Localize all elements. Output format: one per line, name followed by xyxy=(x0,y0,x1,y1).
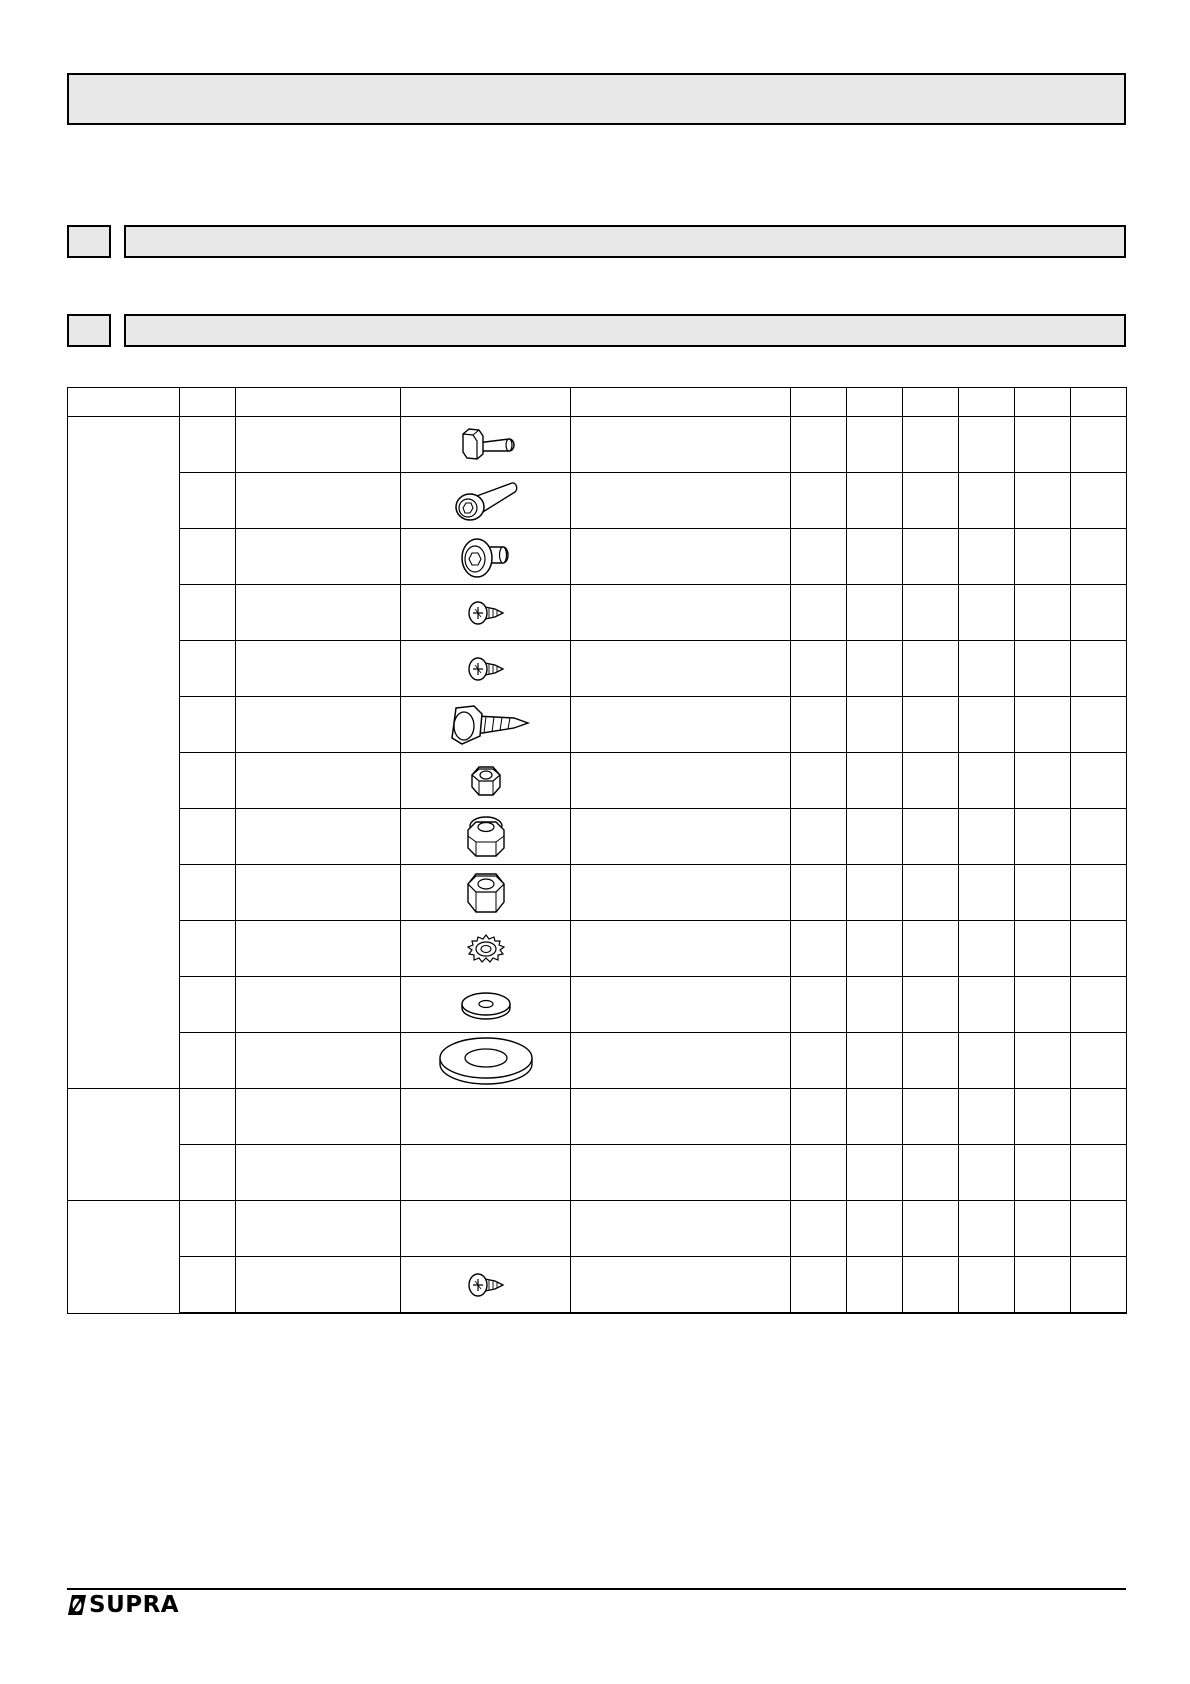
table-row xyxy=(68,641,1127,697)
table-cell xyxy=(847,529,903,585)
table-cell xyxy=(571,1145,791,1201)
subsection-title-bar xyxy=(124,314,1126,347)
table-cell xyxy=(847,865,903,921)
table-cell xyxy=(1071,1257,1127,1314)
table-cell xyxy=(180,1145,236,1201)
table-cell xyxy=(1071,865,1127,921)
table-cell xyxy=(1015,1145,1071,1201)
table-cell xyxy=(903,1145,959,1201)
table-cell xyxy=(571,1033,791,1089)
table-cell xyxy=(959,865,1015,921)
table-cell xyxy=(1015,1033,1071,1089)
table-cell xyxy=(1015,473,1071,529)
table-cell xyxy=(791,697,847,753)
table-row xyxy=(68,921,1127,977)
table-row xyxy=(68,1089,1127,1145)
table-cell xyxy=(791,529,847,585)
table-cell xyxy=(791,585,847,641)
table-cell xyxy=(180,585,236,641)
section-number-box xyxy=(67,225,111,258)
table-cell xyxy=(180,641,236,697)
table-cell xyxy=(959,809,1015,865)
table-cell xyxy=(1015,921,1071,977)
table-cell xyxy=(1015,977,1071,1033)
hex-head-lag-screw-icon xyxy=(401,700,570,750)
table-cell xyxy=(959,921,1015,977)
table-cell xyxy=(1071,921,1127,977)
table-cell xyxy=(1015,865,1071,921)
table-cell xyxy=(791,1089,847,1145)
flat-washer-icon xyxy=(401,986,570,1024)
part-image-cell xyxy=(401,697,571,753)
table-cell xyxy=(236,1145,401,1201)
table-cell xyxy=(903,921,959,977)
table-cell xyxy=(959,1089,1015,1145)
table-cell xyxy=(903,473,959,529)
table-cell xyxy=(571,921,791,977)
page-title-bar xyxy=(67,73,1126,125)
table-cell xyxy=(236,641,401,697)
table-cell xyxy=(180,1201,236,1257)
table-cell xyxy=(903,697,959,753)
table-cell xyxy=(180,977,236,1033)
table-cell xyxy=(959,585,1015,641)
serrated-lock-washer-icon xyxy=(401,929,570,969)
brand-name: SUPRA xyxy=(89,1592,180,1618)
pan-head-self-tapping-screw-icon xyxy=(401,1267,570,1303)
table-cell xyxy=(791,865,847,921)
table-cell xyxy=(847,809,903,865)
table-cell xyxy=(903,809,959,865)
table-cell xyxy=(903,1257,959,1314)
table-header-cell xyxy=(847,388,903,417)
table-cell xyxy=(903,585,959,641)
table-cell xyxy=(1015,697,1071,753)
table-cell xyxy=(1071,809,1127,865)
table-cell xyxy=(236,1201,401,1257)
table-cell xyxy=(1071,1201,1127,1257)
table-cell xyxy=(236,529,401,585)
table-cell xyxy=(571,585,791,641)
table-cell xyxy=(571,865,791,921)
table-cell xyxy=(236,921,401,977)
table-cell xyxy=(180,697,236,753)
table-cell xyxy=(236,809,401,865)
table-cell xyxy=(571,977,791,1033)
group-cell xyxy=(68,1089,180,1201)
small-hex-nut-icon xyxy=(401,759,570,803)
pan-head-self-tapping-screw-icon xyxy=(401,595,570,631)
table-header-cell xyxy=(903,388,959,417)
table-cell xyxy=(847,1145,903,1201)
table-cell xyxy=(847,977,903,1033)
table-cell xyxy=(236,585,401,641)
table-cell xyxy=(903,641,959,697)
table-cell xyxy=(791,641,847,697)
table-cell xyxy=(571,753,791,809)
table-row xyxy=(68,1257,1127,1314)
table-row xyxy=(68,585,1127,641)
table-cell xyxy=(847,753,903,809)
table-cell xyxy=(180,921,236,977)
table-cell xyxy=(1071,529,1127,585)
table-cell xyxy=(791,977,847,1033)
table-cell xyxy=(180,809,236,865)
table-cell xyxy=(571,1201,791,1257)
table-cell xyxy=(236,697,401,753)
table-cell xyxy=(847,1033,903,1089)
table-cell xyxy=(236,977,401,1033)
table-cell xyxy=(791,1033,847,1089)
table-cell xyxy=(236,473,401,529)
table-cell xyxy=(180,1033,236,1089)
table-row xyxy=(68,473,1127,529)
part-image-cell xyxy=(401,473,571,529)
part-image-cell xyxy=(401,753,571,809)
table-cell xyxy=(903,1033,959,1089)
table-row xyxy=(68,1033,1127,1089)
table-header-cell xyxy=(791,388,847,417)
table-cell xyxy=(959,1257,1015,1314)
table-header-cell xyxy=(959,388,1015,417)
table-cell xyxy=(1015,1257,1071,1314)
table-cell xyxy=(847,1257,903,1314)
part-image-cell xyxy=(401,585,571,641)
part-image-cell xyxy=(401,1145,571,1201)
table-cell xyxy=(959,529,1015,585)
table-cell xyxy=(959,1145,1015,1201)
table-row xyxy=(68,809,1127,865)
table-cell xyxy=(1071,1033,1127,1089)
supra-mark-icon xyxy=(67,1594,87,1616)
table-header-cell xyxy=(401,388,571,417)
table-cell xyxy=(791,1201,847,1257)
table-cell xyxy=(847,1089,903,1145)
table-cell xyxy=(1071,417,1127,473)
table-cell xyxy=(571,809,791,865)
table-cell xyxy=(959,697,1015,753)
table-cell xyxy=(1015,753,1071,809)
table-cell xyxy=(959,1033,1015,1089)
table-cell xyxy=(236,1089,401,1145)
footer-rule xyxy=(67,1588,1126,1590)
table-cell xyxy=(847,473,903,529)
table-header-cell xyxy=(1071,388,1127,417)
table-cell xyxy=(571,641,791,697)
table-cell xyxy=(1015,809,1071,865)
table-cell xyxy=(903,1201,959,1257)
table-cell xyxy=(236,417,401,473)
table-cell xyxy=(903,865,959,921)
part-image-cell xyxy=(401,1033,571,1089)
table-cell xyxy=(959,1201,1015,1257)
table-cell xyxy=(571,1089,791,1145)
nylon-lock-nut-icon xyxy=(401,812,570,862)
group-cell xyxy=(68,417,180,1089)
table-cell xyxy=(903,753,959,809)
part-image-cell xyxy=(401,865,571,921)
table-header-cell xyxy=(180,388,236,417)
table-row xyxy=(68,865,1127,921)
table-cell xyxy=(236,1033,401,1089)
part-image-cell xyxy=(401,417,571,473)
table-row xyxy=(68,417,1127,473)
table-header-cell xyxy=(571,388,791,417)
large-flat-washer-icon xyxy=(401,1034,570,1088)
table-cell xyxy=(903,417,959,473)
table-cell xyxy=(791,753,847,809)
table-cell xyxy=(791,1145,847,1201)
table-cell xyxy=(236,1257,401,1314)
table-cell xyxy=(571,529,791,585)
part-image-cell xyxy=(401,1201,571,1257)
table-row xyxy=(68,977,1127,1033)
table-cell xyxy=(847,585,903,641)
table-cell xyxy=(180,417,236,473)
table-cell xyxy=(1071,753,1127,809)
table-cell xyxy=(903,529,959,585)
socket-cap-screw-icon xyxy=(401,475,570,527)
hex-head-bolt-icon xyxy=(401,422,570,468)
table-cell xyxy=(847,1201,903,1257)
table-cell xyxy=(959,641,1015,697)
table-cell xyxy=(791,1257,847,1314)
hardware-parts-table xyxy=(67,387,1127,1314)
table-cell xyxy=(1015,585,1071,641)
table-cell xyxy=(180,1089,236,1145)
table-cell xyxy=(1071,585,1127,641)
part-image-cell xyxy=(401,1089,571,1145)
table-cell xyxy=(791,473,847,529)
table-cell xyxy=(180,473,236,529)
table-cell xyxy=(236,865,401,921)
table-cell xyxy=(1071,641,1127,697)
short-socket-cap-screw-icon xyxy=(401,531,570,583)
table-cell xyxy=(1015,417,1071,473)
table-cell xyxy=(571,1257,791,1314)
part-image-cell xyxy=(401,1257,571,1314)
table-cell xyxy=(180,1257,236,1314)
table-cell xyxy=(903,1089,959,1145)
table-cell xyxy=(847,417,903,473)
part-image-cell xyxy=(401,921,571,977)
subsection-number-box xyxy=(67,314,111,347)
part-image-cell xyxy=(401,641,571,697)
table-cell xyxy=(959,473,1015,529)
table-cell xyxy=(1015,1201,1071,1257)
table-header-cell xyxy=(68,388,180,417)
table-cell xyxy=(847,641,903,697)
table-cell xyxy=(959,417,1015,473)
table-cell xyxy=(903,977,959,1033)
table-header-cell xyxy=(236,388,401,417)
table-cell xyxy=(1015,1089,1071,1145)
table-cell xyxy=(180,753,236,809)
table-header-cell xyxy=(1015,388,1071,417)
table-row xyxy=(68,753,1127,809)
table-cell xyxy=(1071,473,1127,529)
section-title-bar xyxy=(124,225,1126,258)
table-cell xyxy=(847,697,903,753)
table-cell xyxy=(571,473,791,529)
table-cell xyxy=(791,921,847,977)
table-cell xyxy=(1071,697,1127,753)
pan-head-self-tapping-screw-icon xyxy=(401,651,570,687)
table-cell xyxy=(791,417,847,473)
part-image-cell xyxy=(401,529,571,585)
table-cell xyxy=(1015,641,1071,697)
table-cell xyxy=(1071,1145,1127,1201)
table-cell xyxy=(1071,1089,1127,1145)
table-cell xyxy=(571,417,791,473)
table-cell xyxy=(847,921,903,977)
table-cell xyxy=(180,865,236,921)
table-cell xyxy=(959,977,1015,1033)
part-image-cell xyxy=(401,977,571,1033)
table-cell xyxy=(959,753,1015,809)
hex-nut-icon xyxy=(401,868,570,918)
group-cell xyxy=(68,1201,180,1314)
table-row xyxy=(68,1201,1127,1257)
table-cell xyxy=(571,697,791,753)
part-image-cell xyxy=(401,809,571,865)
brand-logo xyxy=(67,1592,179,1618)
table-row xyxy=(68,1145,1127,1201)
table-header-row xyxy=(68,388,1127,417)
table-cell xyxy=(180,529,236,585)
table-cell xyxy=(791,809,847,865)
table-cell xyxy=(1071,977,1127,1033)
table-row xyxy=(68,697,1127,753)
table-row xyxy=(68,529,1127,585)
table-cell xyxy=(236,753,401,809)
table-cell xyxy=(1015,529,1071,585)
